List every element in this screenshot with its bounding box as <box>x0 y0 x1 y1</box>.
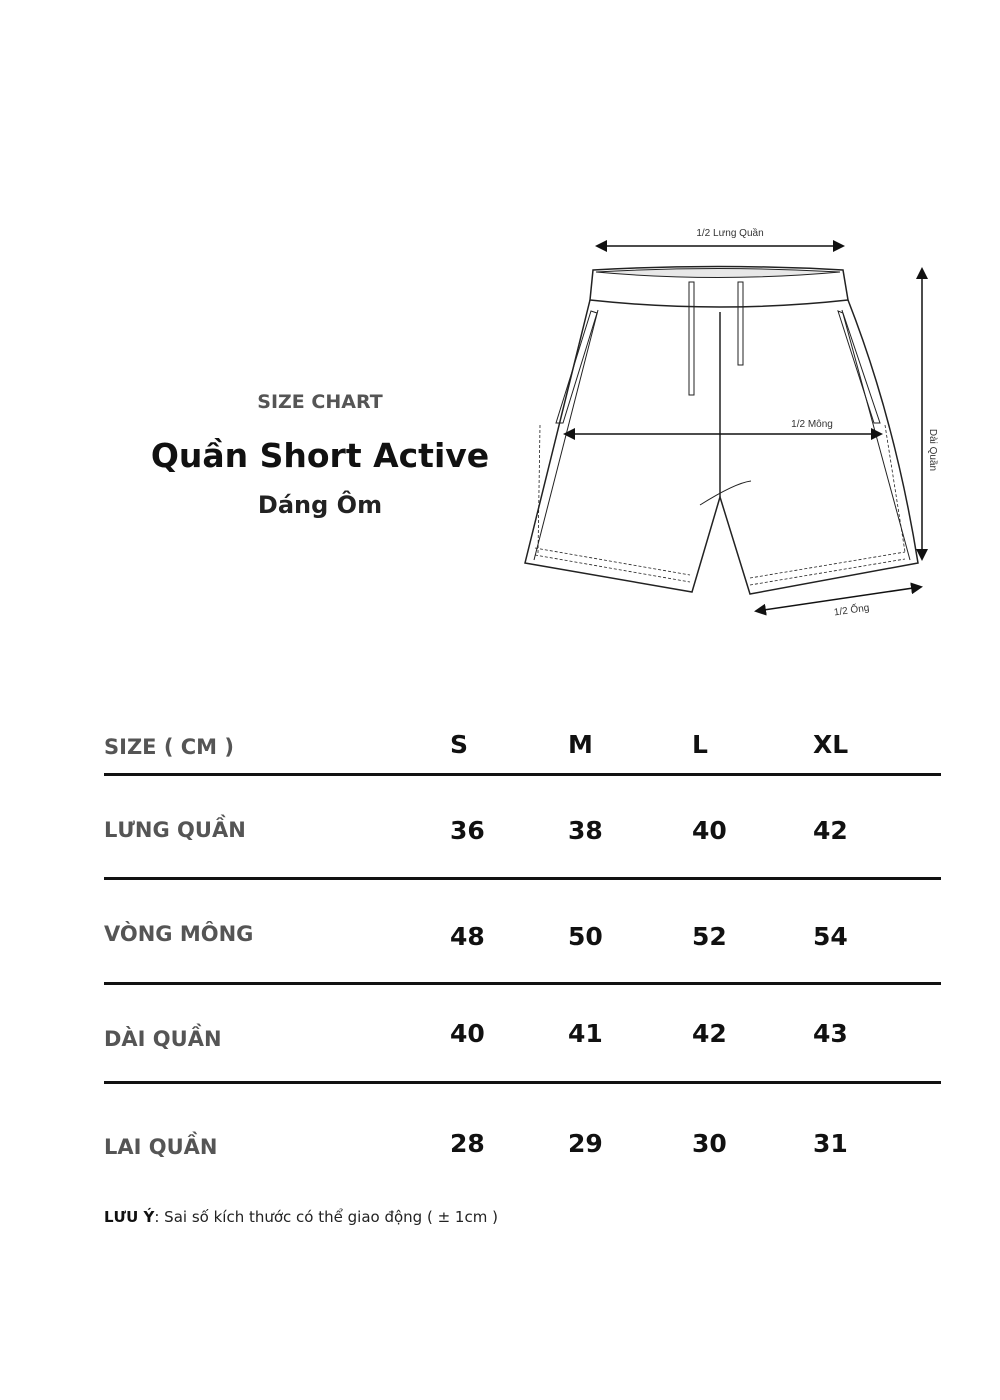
divider <box>104 773 941 776</box>
table-cell: 40 <box>450 1019 485 1048</box>
table-cell: 36 <box>450 816 485 845</box>
row-label-length: DÀI QUẦN <box>104 1027 222 1051</box>
length-label: Dài Quần <box>927 428 938 472</box>
note-text: : Sai số kích thước có thể giao động ( ± 1cm ) <box>154 1208 498 1226</box>
table-header-label: SIZE ( CM ) <box>104 735 234 759</box>
table-cell: 42 <box>692 1019 727 1048</box>
table-cell: 28 <box>450 1129 485 1158</box>
table-cell: 43 <box>813 1019 848 1048</box>
table-cell: 30 <box>692 1129 727 1158</box>
leg-label: 1/2 Ống <box>833 602 871 619</box>
table-cell: 54 <box>813 922 848 951</box>
fit-subtitle: Dáng Ôm <box>257 491 383 519</box>
size-s-header: S <box>450 730 469 759</box>
row-label-hip: VÒNG MÔNG <box>104 922 254 946</box>
product-title: Quần Short Active <box>150 436 490 475</box>
waist-label: 1/2 Lưng Quần <box>696 228 764 239</box>
table-cell: 38 <box>568 816 603 845</box>
table-cell: 41 <box>568 1019 603 1048</box>
table-cell: 48 <box>450 922 485 951</box>
divider <box>104 877 941 880</box>
table-cell: 42 <box>813 816 848 845</box>
size-chart-kicker: SIZE CHART <box>257 391 383 413</box>
hip-label: 1/2 Mông <box>791 419 833 430</box>
table-cell: 29 <box>568 1129 603 1158</box>
size-xl-header: XL <box>813 730 849 759</box>
table-cell: 31 <box>813 1129 848 1158</box>
divider <box>104 1081 941 1084</box>
table-cell: 52 <box>692 922 727 951</box>
divider <box>104 982 941 985</box>
note-label: LƯU Ý <box>104 1208 155 1226</box>
tolerance-note <box>104 1208 498 1226</box>
row-label-hem: LAI QUẦN <box>104 1135 218 1159</box>
table-cell: 40 <box>692 816 727 845</box>
size-l-header: L <box>692 730 708 759</box>
row-label-waist: LƯNG QUẦN <box>104 818 246 842</box>
size-m-header: M <box>568 730 593 759</box>
table-cell: 50 <box>568 922 603 951</box>
